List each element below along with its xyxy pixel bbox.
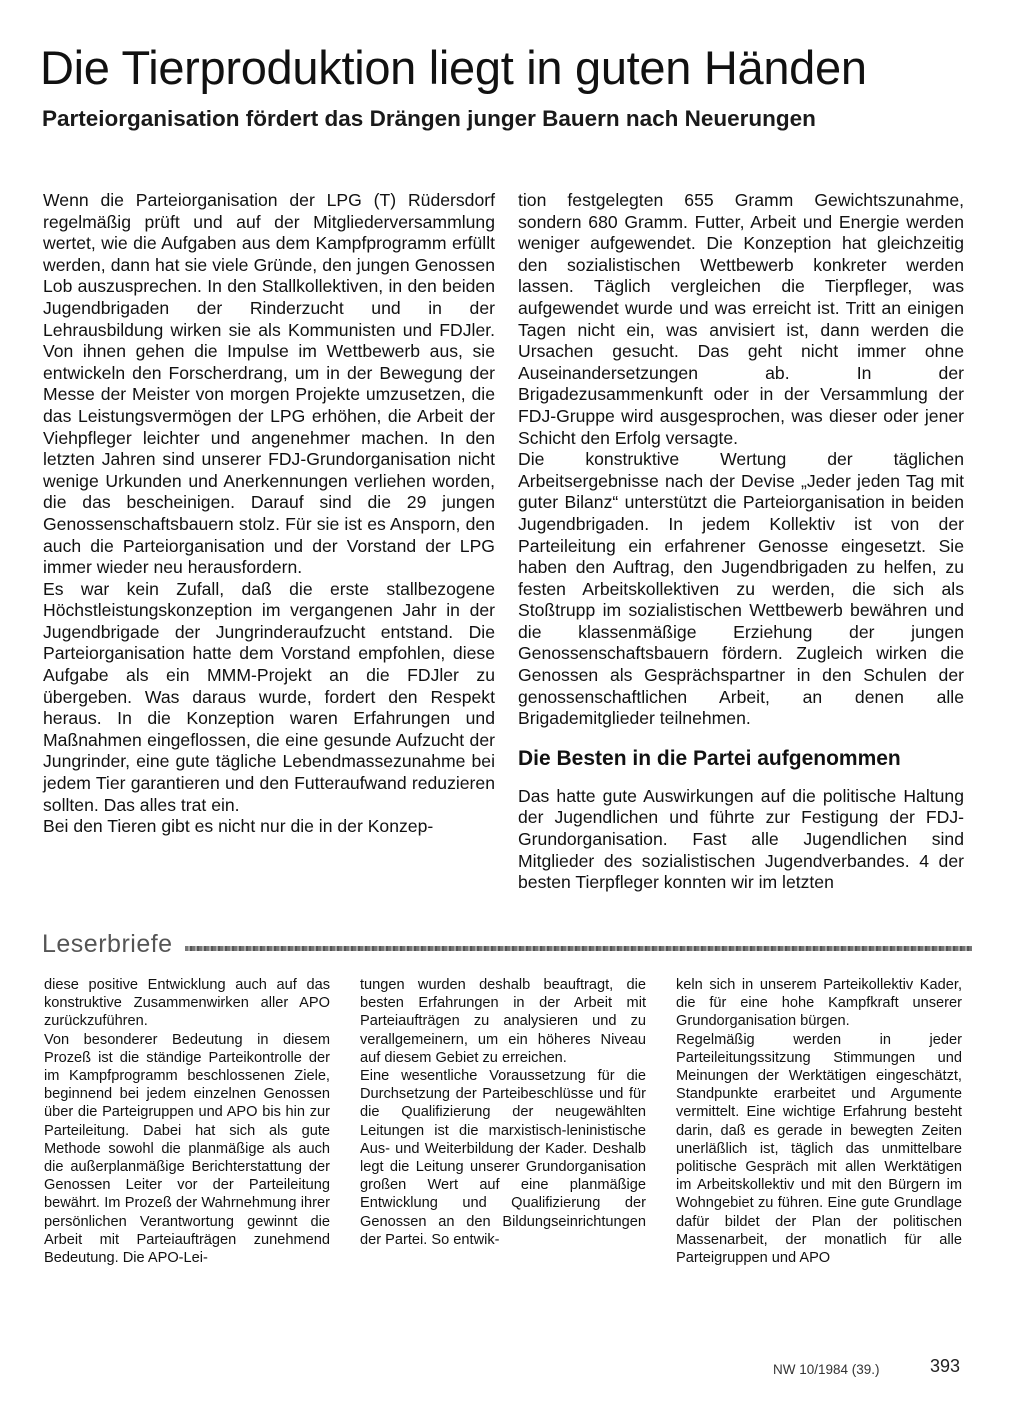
letter-paragraph: keln sich in unserem Parteikollektiv Kader, die für eine hohe Kampfkraft unserer Grundorganisation bürgen. [676, 977, 962, 1030]
letter-paragraph: Regelmäßig werden in jeder Parteileitungssitzung Stimmungen und Meinungen der Werktätigen eingeschätzt, Standpunkte erarbeitet und Argumente vermittelt. Eine wichtige Erfahrung besteht darin, daß es gerade in bewegten Zeiten unerläßlich ist, täglich das unmittelbare politische Gespräch mit allen Werktätigen im Arbeitskollektiv und mit den Bürgern im Wohngebiet zu führen. Eine gute Grundlage dafür bildet der Plan der politischen Massenarbeit, der monatlich für alle Parteigruppen und APO [676, 1031, 962, 1267]
leserbriefe-rule [185, 946, 972, 951]
page-number: 393 [930, 1356, 961, 1376]
letter-paragraph: Eine wesentliche Voraussetzung für die Durchsetzung der Parteibeschlüsse und für die Qualifizierung der neugewählten Leitungen ist die marxistisch-leninistische Aus- und Weiterbildung der Kader. Deshalb legt die Leitung unserer Grundorganisation großen Wert auf eine planmäßige Entwicklung und Qualifizierung der Genossen an den Bildungseinrichtungen der Partei. So entwik- [360, 1068, 646, 1248]
article-paragraph: Es war kein Zufall, daß die erste stallbezogene Höchstleistungskonzeption im vergangenen Jahr in der Jugendbrigade der Jungrinderaufzucht entstand. Die Parteiorganisation hatte dem Vorstand empfohlen, diese Aufgabe als ein MMM-Projekt an die FDJler zu übergeben. Was daraus wurde, fordert den Respekt heraus. In die Konzeption waren Erfahrungen und Maßnahmen eingeflossen, die eine gesunde Aufzucht der Jungrinder, eine gute tägliche Lebendmassezunahme bei jedem Tier garantieren und den Futteraufwand reduzieren sollten. Das alles trat ein. [43, 578, 495, 815]
article-paragraph: Bei den Tieren gibt es nicht nur die in der Konzep- [43, 816, 434, 837]
leserbriefe-label: Leserbriefe [42, 930, 173, 958]
leserbriefe-column-1 [44, 976, 330, 1267]
section-heading: Die Besten in die Partei aufgenommen [518, 746, 901, 770]
leserbriefe-column-3 [676, 976, 962, 1267]
letter-paragraph: diese positive Entwicklung auch auf das konstruktive Zusammenwirken aller APO zurückzuführen. [44, 977, 330, 1030]
letter-paragraph: tungen wurden deshalb beauftragt, die besten Erfahrungen in der Arbeit mit Parteiaufträgen zu analysieren und zu verallgemeinern, um ein höheres Niveau auf diesem Gebiet zu erreichen. [360, 977, 646, 1066]
article-subtitle: Parteiorganisation fördert das Drängen junger Bauern nach Neuerungen [42, 106, 816, 131]
article-column-right [518, 190, 964, 894]
article-paragraph: tion festgelegten 655 Gramm Gewichtszunahme, sondern 680 Gramm. Futter, Arbeit und Energie werden weniger aufgewendet. Die Konzeption hat gleichzeitig den sozialistischen Wettbewerb konkreter werden lassen. Täglich vergleichen die Tierpfleger, was aufgewendet wurde und was erreicht ist. Tritt an einigen Tagen nicht ein, was anvisiert ist, dann werden die Ursachen gesucht. Das geht nicht immer ohne Auseinandersetzungen ab. In der Brigadezusammenkunft oder in der Versammlung der FDJ-Gruppe wird ausgesprochen, was dieser oder jener Schicht den Erfolg versagte. [518, 190, 964, 448]
leserbriefe-header [42, 928, 972, 960]
article-title: Die Tierproduktion liegt in guten Händen [40, 41, 867, 94]
issue-reference: NW 10/1984 (39.) [773, 1362, 880, 1377]
article-paragraph: Das hatte gute Auswirkungen auf die politische Haltung der Jugendlichen und führte zur Festigung der FDJ-Grundorganisation. Fast alle Jugendlichen sind Mitglieder des sozialistischen Jugendverbandes. 4 der besten Tierpfleger konnten wir im letzten [518, 785, 964, 893]
leserbriefe-column-2 [360, 976, 646, 1249]
article-paragraph: Wenn die Parteiorganisation der LPG (T) Rüdersdorf regelmäßig prüft und auf der Mitgliederversammlung wertet, wie die Aufgaben aus dem Kampfprogramm erfüllt werden, dann hat sie viele Gründe, den jungen Genossen Lob auszusprechen. In den Stallkollektiven, in den beiden Jugendbrigaden der Rinderzucht und in der Lehrausbildung wirken sie als Kommunisten und FDJler. Von ihnen gehen die Impulse im Wettbewerb aus, sie entwickeln den Forscherdrang, um in der Bewegung der Messe der Meister von morgen Projekte umzusetzen, die das Leistungsvermögen der LPG erhöhen, die Arbeit der Viehpfleger leichter und angenehmer machen. In den letzten Jahren sind unserer FDJ-Grundorganisation nicht wenige Urkunden und Anerkennungen verliehen worden, die das bescheinigen. Darauf sind die 29 jungen Genossenschaftsbauern stolz. Für sie ist es Ansporn, den auch die Parteiorganisation und der Vorstand der LPG immer wieder neu herausfordern. [43, 190, 495, 578]
article-column-left [43, 190, 495, 838]
letter-paragraph: Von besonderer Bedeutung in diesem Prozeß ist die ständige Parteikontrolle der im Kampfprogramm beschlossenen Ziele, beginnend bei jedem einzelnen Genossen über die Parteigruppen und APO bis hin zur Parteileitung. Dabei hat sich als gute Methode sowohl die planmäßige als auch die außerplanmäßige Berichterstattung der Genossen Leiter vor der Parteileitung bewährt. Im Prozeß der Wahrnehmung ihrer persönlichen Verantwortung gewinnt die Arbeit mit Parteiaufträgen zunehmend Bedeutung. Die APO-Lei- [44, 1031, 330, 1267]
article-paragraph: Die konstruktive Wertung der täglichen Arbeitsergebnisse nach der Devise „Jeder jeden Tag mit guter Bilanz“ unterstützt die Parteiorganisation in beiden Jugendbrigaden. In jedem Kollektiv ist von der Parteileitung ein erfahrener Genosse eingesetzt. Sie haben den Auftrag, den Jugendbrigaden zu helfen, zu festen Arbeitskollektiven zu werden, die sich als Stoßtrupp im sozialistischen Wettbewerb bewähren und die klassenmäßige Erziehung der jungen Genossenschaftsbauern fördern. Zugleich wirken die Genossen als Gesprächspartner in den Schulen der genossenschaftlichen Arbeit, an denen alle Brigademitglieder teilnehmen. [518, 449, 964, 729]
